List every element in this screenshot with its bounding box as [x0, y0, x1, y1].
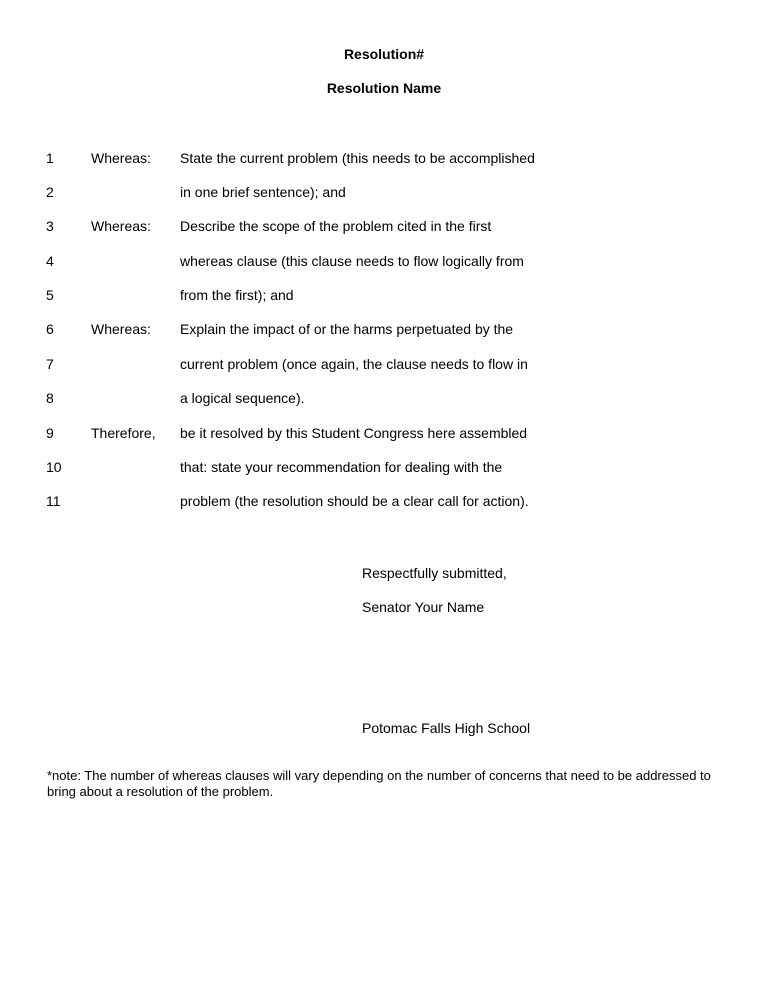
resolution-number: Resolution#: [343, 46, 425, 62]
line-number: 11: [46, 493, 61, 509]
resolution-line: [0, 457, 768, 477]
resolution-line: [0, 285, 768, 305]
line-number: 3: [46, 218, 54, 234]
resolution-line: [0, 319, 768, 339]
clause-label: Whereas:: [91, 218, 151, 234]
resolution-line: [0, 423, 768, 443]
signature-school: Potomac Falls High School: [362, 720, 531, 736]
clause-text: be it resolved by this Student Congress here assembled: [180, 425, 528, 441]
line-number: 6: [46, 321, 54, 337]
clause-text: Explain the impact of or the harms perpetuated by the: [180, 321, 514, 337]
clause-text: whereas clause (this clause needs to flow logically from: [180, 253, 524, 269]
resolution-name: Resolution Name: [326, 80, 442, 96]
clause-label: Whereas:: [91, 150, 151, 166]
resolution-line: [0, 148, 768, 168]
clause-text: that: state your recommendation for dealing with the: [180, 459, 503, 475]
line-number: 10: [46, 459, 62, 475]
line-number: 2: [46, 184, 54, 200]
line-number: 5: [46, 287, 54, 303]
line-number: 7: [46, 356, 54, 372]
clause-text: Describe the scope of the problem cited in the first: [180, 218, 492, 234]
line-number: 8: [46, 390, 54, 406]
clause-label: Therefore,: [91, 425, 156, 441]
signature-name: Senator Your Name: [362, 599, 485, 615]
resolution-line: [0, 491, 768, 511]
clause-label: Whereas:: [91, 321, 151, 337]
resolution-line: [0, 216, 768, 236]
line-number: 4: [46, 253, 54, 269]
signature-closing: Respectfully submitted,: [362, 565, 507, 581]
line-number: 1: [46, 150, 54, 166]
line-number: 9: [46, 425, 54, 441]
clause-text: problem (the resolution should be a clear call for action).: [180, 493, 529, 509]
resolution-line: [0, 251, 768, 271]
clause-text: current problem (once again, the clause needs to flow in: [180, 356, 528, 372]
clause-text: State the current problem (this needs to be accomplished: [180, 150, 535, 166]
resolution-line: [0, 182, 768, 202]
clause-text: a logical sequence).: [180, 390, 305, 406]
resolution-line: [0, 388, 768, 408]
footnote: *note: The number of whereas clauses will vary depending on the number of concerns that need to be addressed to bring about a resolution of the problem.: [47, 768, 711, 799]
clause-text: in one brief sentence); and: [180, 184, 346, 200]
clause-text: from the first); and: [180, 287, 294, 303]
resolution-line: [0, 354, 768, 374]
